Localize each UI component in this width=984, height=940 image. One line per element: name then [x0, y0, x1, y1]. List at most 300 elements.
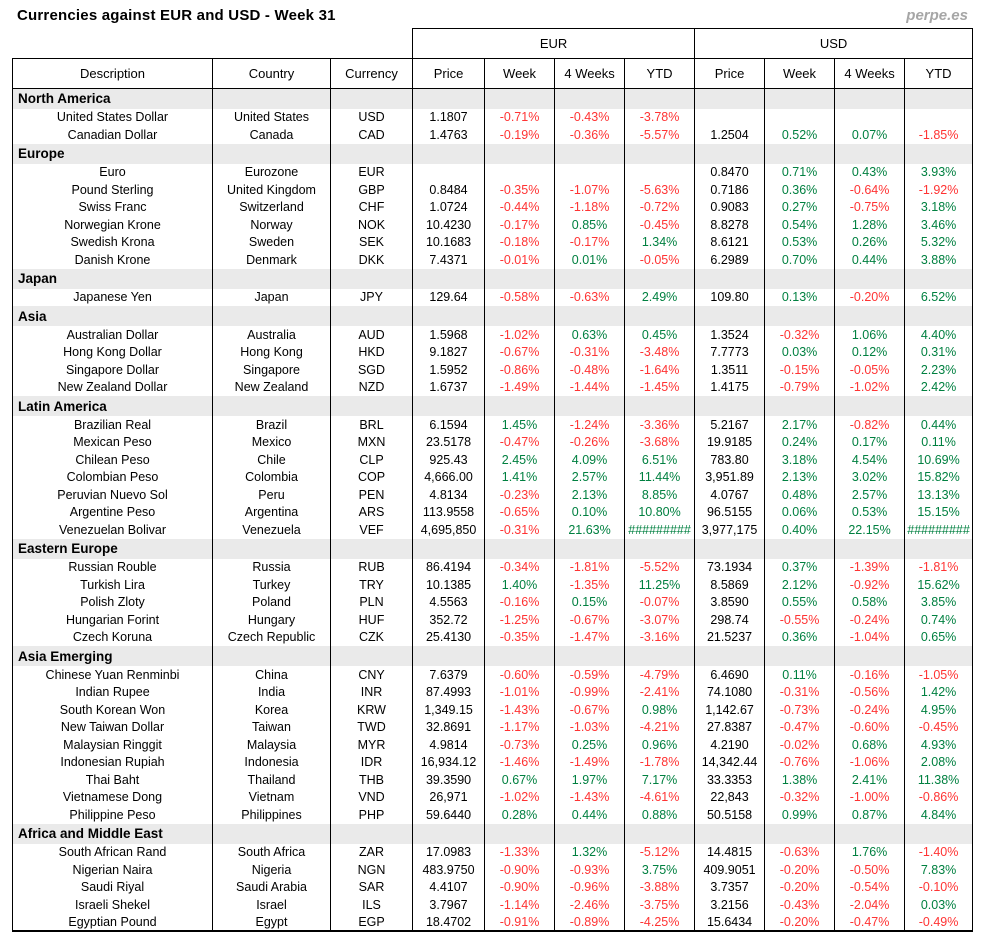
cell-description: Brazilian Real: [13, 416, 213, 434]
cell-eur-price: 26,971: [413, 789, 485, 807]
cell-description: Turkish Lira: [13, 576, 213, 594]
cell-eur-week: -0.44%: [485, 199, 555, 217]
cell-eur-4weeks: -0.36%: [555, 126, 625, 144]
section-band-cell: [413, 89, 485, 109]
cell-usd-4weeks: -0.60%: [835, 719, 905, 737]
cell-eur-4weeks: 0.63%: [555, 326, 625, 344]
cell-usd-4weeks: 1.06%: [835, 326, 905, 344]
section-row: [13, 539, 973, 559]
cell-country: Brazil: [213, 416, 331, 434]
section-row: [13, 396, 973, 416]
cell-usd-4weeks: 0.58%: [835, 594, 905, 612]
section-band-cell: [213, 269, 331, 289]
section-band-cell: [695, 396, 765, 416]
section-band-cell: [695, 306, 765, 326]
cell-eur-week: -0.35%: [485, 629, 555, 647]
column-header-row: [13, 59, 973, 89]
cell-usd-week: -0.20%: [765, 914, 835, 932]
cell-eur-week: -1.14%: [485, 896, 555, 914]
cell-description: Danish Krone: [13, 251, 213, 269]
cell-eur-price: 3.7967: [413, 896, 485, 914]
cell-description: Peruvian Nuevo Sol: [13, 486, 213, 504]
cell-country: Canada: [213, 126, 331, 144]
cell-usd-ytd: 15.15%: [905, 504, 973, 522]
table-row: [13, 719, 973, 737]
cell-usd-4weeks: -0.47%: [835, 914, 905, 932]
table-row: [13, 216, 973, 234]
cell-currency-code: EUR: [331, 164, 413, 182]
table-row: [13, 771, 973, 789]
cell-usd-4weeks: -0.16%: [835, 666, 905, 684]
section-band-cell: [765, 824, 835, 844]
col-header-country: Country: [213, 59, 331, 89]
cell-currency-code: HKD: [331, 344, 413, 362]
cell-usd-price: 1.2504: [695, 126, 765, 144]
cell-eur-week: -0.47%: [485, 434, 555, 452]
section-label: Europe: [13, 144, 213, 164]
section-band-cell: [331, 306, 413, 326]
cell-country: Czech Republic: [213, 629, 331, 647]
cell-eur-week: -0.90%: [485, 879, 555, 897]
cell-description: Nigerian Naira: [13, 861, 213, 879]
cell-eur-price: 113.9558: [413, 504, 485, 522]
cell-currency-code: THB: [331, 771, 413, 789]
cell-usd-week: -0.02%: [765, 736, 835, 754]
cell-usd-week: -0.20%: [765, 879, 835, 897]
cell-usd-ytd: 4.95%: [905, 701, 973, 719]
cell-usd-week: 0.03%: [765, 344, 835, 362]
cell-eur-week: -0.19%: [485, 126, 555, 144]
cell-eur-4weeks: 21.63%: [555, 521, 625, 539]
cell-eur-ytd: -3.68%: [625, 434, 695, 452]
cell-usd-price: 19.9185: [695, 434, 765, 452]
cell-description: Canadian Dollar: [13, 126, 213, 144]
col-header-eur-price: Price: [413, 59, 485, 89]
cell-description: Mexican Peso: [13, 434, 213, 452]
section-band-cell: [625, 269, 695, 289]
cell-country: Switzerland: [213, 199, 331, 217]
section-band-cell: [835, 396, 905, 416]
cell-usd-ytd: -1.05%: [905, 666, 973, 684]
cell-usd-4weeks: -1.00%: [835, 789, 905, 807]
cell-usd-4weeks: -0.54%: [835, 879, 905, 897]
cell-usd-price: 74.1080: [695, 684, 765, 702]
cell-usd-price: [695, 109, 765, 127]
cell-usd-price: 73.1934: [695, 559, 765, 577]
section-band-cell: [413, 824, 485, 844]
section-row: [13, 269, 973, 289]
cell-usd-week: 2.12%: [765, 576, 835, 594]
table-row: [13, 344, 973, 362]
col-header-currency: Currency: [331, 59, 413, 89]
cell-eur-4weeks: -0.26%: [555, 434, 625, 452]
cell-usd-week: -0.32%: [765, 789, 835, 807]
section-band-cell: [835, 269, 905, 289]
cell-country: Israel: [213, 896, 331, 914]
cell-usd-ytd: 3.18%: [905, 199, 973, 217]
section-label: Eastern Europe: [13, 539, 213, 559]
cell-currency-code: PEN: [331, 486, 413, 504]
cell-usd-ytd: 6.52%: [905, 289, 973, 307]
cell-usd-week: 0.48%: [765, 486, 835, 504]
cell-usd-price: 22,843: [695, 789, 765, 807]
cell-country: Norway: [213, 216, 331, 234]
cell-eur-4weeks: 2.13%: [555, 486, 625, 504]
cell-usd-week: 0.52%: [765, 126, 835, 144]
cell-usd-4weeks: 0.87%: [835, 806, 905, 824]
cell-usd-week: 0.13%: [765, 289, 835, 307]
section-band-cell: [695, 824, 765, 844]
table-row: [13, 469, 973, 487]
cell-currency-code: SAR: [331, 879, 413, 897]
cell-eur-ytd: -5.52%: [625, 559, 695, 577]
cell-usd-week: 0.27%: [765, 199, 835, 217]
table-row: [13, 754, 973, 772]
table-row: [13, 521, 973, 539]
section-band-cell: [905, 646, 973, 666]
cell-eur-4weeks: -1.18%: [555, 199, 625, 217]
cell-description: Colombian Peso: [13, 469, 213, 487]
cell-description: Australian Dollar: [13, 326, 213, 344]
cell-usd-4weeks: -0.92%: [835, 576, 905, 594]
cell-usd-4weeks: 1.76%: [835, 844, 905, 862]
cell-description: Japanese Yen: [13, 289, 213, 307]
cell-currency-code: TWD: [331, 719, 413, 737]
cell-currency-code: PLN: [331, 594, 413, 612]
page-header: [0, 0, 984, 28]
table-row: [13, 629, 973, 647]
section-band-cell: [905, 306, 973, 326]
cell-usd-price: 1.4175: [695, 379, 765, 397]
cell-eur-week: -0.17%: [485, 216, 555, 234]
cell-usd-price: 50.5158: [695, 806, 765, 824]
cell-eur-4weeks: -0.17%: [555, 234, 625, 252]
cell-country: Colombia: [213, 469, 331, 487]
cell-usd-week: 0.36%: [765, 629, 835, 647]
cell-eur-4weeks: 0.85%: [555, 216, 625, 234]
section-band-cell: [485, 824, 555, 844]
cell-currency-code: INR: [331, 684, 413, 702]
table-row: [13, 896, 973, 914]
cell-eur-4weeks: -0.99%: [555, 684, 625, 702]
cell-eur-4weeks: -0.93%: [555, 861, 625, 879]
cell-country: Venezuela: [213, 521, 331, 539]
table-row: [13, 594, 973, 612]
cell-eur-ytd: -5.63%: [625, 181, 695, 199]
table-row: [13, 361, 973, 379]
section-band-cell: [555, 306, 625, 326]
section-band-cell: [485, 306, 555, 326]
cell-country: Singapore: [213, 361, 331, 379]
cell-eur-ytd: [625, 164, 695, 182]
cell-usd-week: 0.53%: [765, 234, 835, 252]
cell-description: Venezuelan Bolivar: [13, 521, 213, 539]
cell-country: Malaysia: [213, 736, 331, 754]
cell-eur-ytd: -3.75%: [625, 896, 695, 914]
cell-currency-code: KRW: [331, 701, 413, 719]
section-row: [13, 89, 973, 109]
cell-eur-4weeks: -0.59%: [555, 666, 625, 684]
cell-description: Argentine Peso: [13, 504, 213, 522]
cell-country: Peru: [213, 486, 331, 504]
cell-usd-week: 0.99%: [765, 806, 835, 824]
cell-usd-price: 1.3511: [695, 361, 765, 379]
cell-eur-price: 59.6440: [413, 806, 485, 824]
cell-eur-4weeks: -2.46%: [555, 896, 625, 914]
cell-eur-price: 18.4702: [413, 914, 485, 932]
cell-usd-ytd: 2.42%: [905, 379, 973, 397]
cell-currency-code: CZK: [331, 629, 413, 647]
section-band-cell: [413, 306, 485, 326]
cell-usd-week: 2.13%: [765, 469, 835, 487]
cell-eur-week: -0.16%: [485, 594, 555, 612]
section-label: Latin America: [13, 396, 213, 416]
cell-usd-ytd: 4.93%: [905, 736, 973, 754]
cell-eur-week: -0.73%: [485, 736, 555, 754]
cell-currency-code: RUB: [331, 559, 413, 577]
cell-eur-price: 86.4194: [413, 559, 485, 577]
cell-eur-week: -0.86%: [485, 361, 555, 379]
cell-usd-price: 1.3524: [695, 326, 765, 344]
cell-usd-ytd: -1.81%: [905, 559, 973, 577]
col-header-usd-week: Week: [765, 59, 835, 89]
section-band-cell: [331, 89, 413, 109]
section-band-cell: [485, 89, 555, 109]
cell-eur-price: 10.1683: [413, 234, 485, 252]
cell-description: Vietnamese Dong: [13, 789, 213, 807]
cell-usd-ytd: -0.49%: [905, 914, 973, 932]
cell-country: Poland: [213, 594, 331, 612]
section-band-cell: [331, 824, 413, 844]
col-header-usd-4weeks: 4 Weeks: [835, 59, 905, 89]
cell-usd-ytd: 10.69%: [905, 451, 973, 469]
cell-eur-price: 4.4107: [413, 879, 485, 897]
section-band-cell: [485, 144, 555, 164]
section-band-cell: [835, 539, 905, 559]
cell-eur-week: -0.23%: [485, 486, 555, 504]
cell-eur-ytd: -3.88%: [625, 879, 695, 897]
cell-usd-4weeks: 4.54%: [835, 451, 905, 469]
cell-eur-price: 1.5952: [413, 361, 485, 379]
section-band-cell: [835, 306, 905, 326]
cell-usd-week: -0.43%: [765, 896, 835, 914]
cell-usd-price: 3.2156: [695, 896, 765, 914]
cell-usd-ytd: 0.44%: [905, 416, 973, 434]
cell-country: Mexico: [213, 434, 331, 452]
cell-eur-ytd: 8.85%: [625, 486, 695, 504]
cell-usd-week: -0.47%: [765, 719, 835, 737]
cell-eur-4weeks: 1.32%: [555, 844, 625, 862]
cell-eur-price: 1.0724: [413, 199, 485, 217]
cell-currency-code: ARS: [331, 504, 413, 522]
cell-description: Euro: [13, 164, 213, 182]
section-band-cell: [331, 539, 413, 559]
cell-usd-4weeks: [835, 109, 905, 127]
cell-eur-ytd: -3.07%: [625, 611, 695, 629]
cell-usd-week: -0.73%: [765, 701, 835, 719]
cell-country: Eurozone: [213, 164, 331, 182]
cell-usd-week: 0.40%: [765, 521, 835, 539]
cell-eur-price: 1.1807: [413, 109, 485, 127]
cell-description: New Zealand Dollar: [13, 379, 213, 397]
cell-eur-4weeks: -1.07%: [555, 181, 625, 199]
cell-currency-code: CLP: [331, 451, 413, 469]
section-band-cell: [835, 646, 905, 666]
cell-eur-ytd: 6.51%: [625, 451, 695, 469]
cell-eur-price: 4.5563: [413, 594, 485, 612]
cell-currency-code: USD: [331, 109, 413, 127]
cell-usd-4weeks: -2.04%: [835, 896, 905, 914]
group-header-spacer: [13, 29, 413, 59]
section-band-cell: [625, 824, 695, 844]
section-band-cell: [905, 144, 973, 164]
section-band-cell: [485, 269, 555, 289]
section-band-cell: [213, 396, 331, 416]
cell-usd-ytd: 0.31%: [905, 344, 973, 362]
cell-eur-week: -1.17%: [485, 719, 555, 737]
cell-usd-ytd: 15.62%: [905, 576, 973, 594]
cell-usd-4weeks: -1.06%: [835, 754, 905, 772]
cell-eur-price: 352.72: [413, 611, 485, 629]
cell-description: Chinese Yuan Renminbi: [13, 666, 213, 684]
section-band-cell: [835, 824, 905, 844]
cell-usd-week: 1.38%: [765, 771, 835, 789]
section-band-cell: [625, 539, 695, 559]
section-row: [13, 646, 973, 666]
cell-eur-ytd: -4.61%: [625, 789, 695, 807]
cell-eur-4weeks: -0.89%: [555, 914, 625, 932]
section-band-cell: [695, 269, 765, 289]
cell-description: Egyptian Pound: [13, 914, 213, 932]
cell-usd-week: -0.79%: [765, 379, 835, 397]
cell-usd-4weeks: 3.02%: [835, 469, 905, 487]
cell-country: Chile: [213, 451, 331, 469]
section-band-cell: [625, 396, 695, 416]
section-band-cell: [905, 89, 973, 109]
cell-eur-price: 23.5178: [413, 434, 485, 452]
cell-usd-4weeks: 0.07%: [835, 126, 905, 144]
table-row: [13, 126, 973, 144]
cell-description: Swiss Franc: [13, 199, 213, 217]
cell-eur-week: -1.02%: [485, 789, 555, 807]
cell-eur-ytd: 10.80%: [625, 504, 695, 522]
cell-usd-4weeks: -1.02%: [835, 379, 905, 397]
cell-usd-ytd: 0.03%: [905, 896, 973, 914]
cell-eur-week: -0.31%: [485, 521, 555, 539]
table-row: [13, 181, 973, 199]
cell-eur-ytd: -1.64%: [625, 361, 695, 379]
section-band-cell: [485, 539, 555, 559]
cell-eur-4weeks: -0.31%: [555, 344, 625, 362]
table-row: [13, 109, 973, 127]
cell-description: Hungarian Forint: [13, 611, 213, 629]
cell-usd-ytd: 4.84%: [905, 806, 973, 824]
section-band-cell: [213, 824, 331, 844]
cell-eur-price: 4.8134: [413, 486, 485, 504]
cell-eur-ytd: -3.36%: [625, 416, 695, 434]
cell-eur-ytd: 0.98%: [625, 701, 695, 719]
cell-usd-4weeks: -1.39%: [835, 559, 905, 577]
cell-usd-ytd: 0.65%: [905, 629, 973, 647]
cell-eur-4weeks: -1.49%: [555, 754, 625, 772]
cell-usd-ytd: 11.38%: [905, 771, 973, 789]
cell-currency-code: VEF: [331, 521, 413, 539]
cell-eur-ytd: -1.78%: [625, 754, 695, 772]
cell-eur-4weeks: -1.81%: [555, 559, 625, 577]
cell-eur-week: -1.46%: [485, 754, 555, 772]
cell-currency-code: TRY: [331, 576, 413, 594]
cell-usd-week: 0.24%: [765, 434, 835, 452]
section-band-cell: [765, 396, 835, 416]
cell-eur-ytd: -5.12%: [625, 844, 695, 862]
col-header-usd-price: Price: [695, 59, 765, 89]
cell-eur-week: 2.45%: [485, 451, 555, 469]
cell-eur-4weeks: -0.48%: [555, 361, 625, 379]
section-band-cell: [905, 396, 973, 416]
cell-usd-week: 0.37%: [765, 559, 835, 577]
cell-eur-price: 7.6379: [413, 666, 485, 684]
section-label: Africa and Middle East: [13, 824, 213, 844]
section-band-cell: [413, 144, 485, 164]
cell-usd-ytd: 5.32%: [905, 234, 973, 252]
cell-eur-week: -1.33%: [485, 844, 555, 862]
table-row: [13, 576, 973, 594]
cell-eur-4weeks: -1.24%: [555, 416, 625, 434]
cell-country: United States: [213, 109, 331, 127]
cell-usd-ytd: [905, 109, 973, 127]
cell-usd-week: 3.18%: [765, 451, 835, 469]
cell-usd-week: -0.63%: [765, 844, 835, 862]
table-row: [13, 504, 973, 522]
cell-currency-code: SGD: [331, 361, 413, 379]
cell-eur-week: -1.01%: [485, 684, 555, 702]
cell-usd-week: -0.76%: [765, 754, 835, 772]
cell-eur-week: -0.58%: [485, 289, 555, 307]
table-row: [13, 736, 973, 754]
section-band-cell: [765, 646, 835, 666]
section-band-cell: [555, 539, 625, 559]
cell-usd-price: 8.8278: [695, 216, 765, 234]
cell-description: Thai Baht: [13, 771, 213, 789]
cell-usd-4weeks: -1.04%: [835, 629, 905, 647]
cell-usd-week: 2.17%: [765, 416, 835, 434]
section-band-cell: [625, 144, 695, 164]
cell-eur-ytd: -4.25%: [625, 914, 695, 932]
cell-eur-4weeks: -1.44%: [555, 379, 625, 397]
section-band-cell: [625, 89, 695, 109]
cell-usd-price: 4.2190: [695, 736, 765, 754]
cell-usd-week: -0.32%: [765, 326, 835, 344]
section-band-cell: [765, 144, 835, 164]
cell-usd-4weeks: -0.56%: [835, 684, 905, 702]
section-band-cell: [485, 396, 555, 416]
cell-currency-code: MXN: [331, 434, 413, 452]
cell-eur-price: 9.1827: [413, 344, 485, 362]
cell-description: South African Rand: [13, 844, 213, 862]
cell-usd-price: 15.6434: [695, 914, 765, 932]
section-band-cell: [331, 396, 413, 416]
cell-currency-code: ZAR: [331, 844, 413, 862]
cell-eur-4weeks: 4.09%: [555, 451, 625, 469]
cell-usd-4weeks: 2.57%: [835, 486, 905, 504]
cell-usd-4weeks: -0.82%: [835, 416, 905, 434]
cell-usd-ytd: 0.74%: [905, 611, 973, 629]
cell-usd-price: 4.0767: [695, 486, 765, 504]
cell-eur-price: 17.0983: [413, 844, 485, 862]
section-row: [13, 306, 973, 326]
cell-eur-price: 1,349.15: [413, 701, 485, 719]
cell-usd-ytd: 3.85%: [905, 594, 973, 612]
